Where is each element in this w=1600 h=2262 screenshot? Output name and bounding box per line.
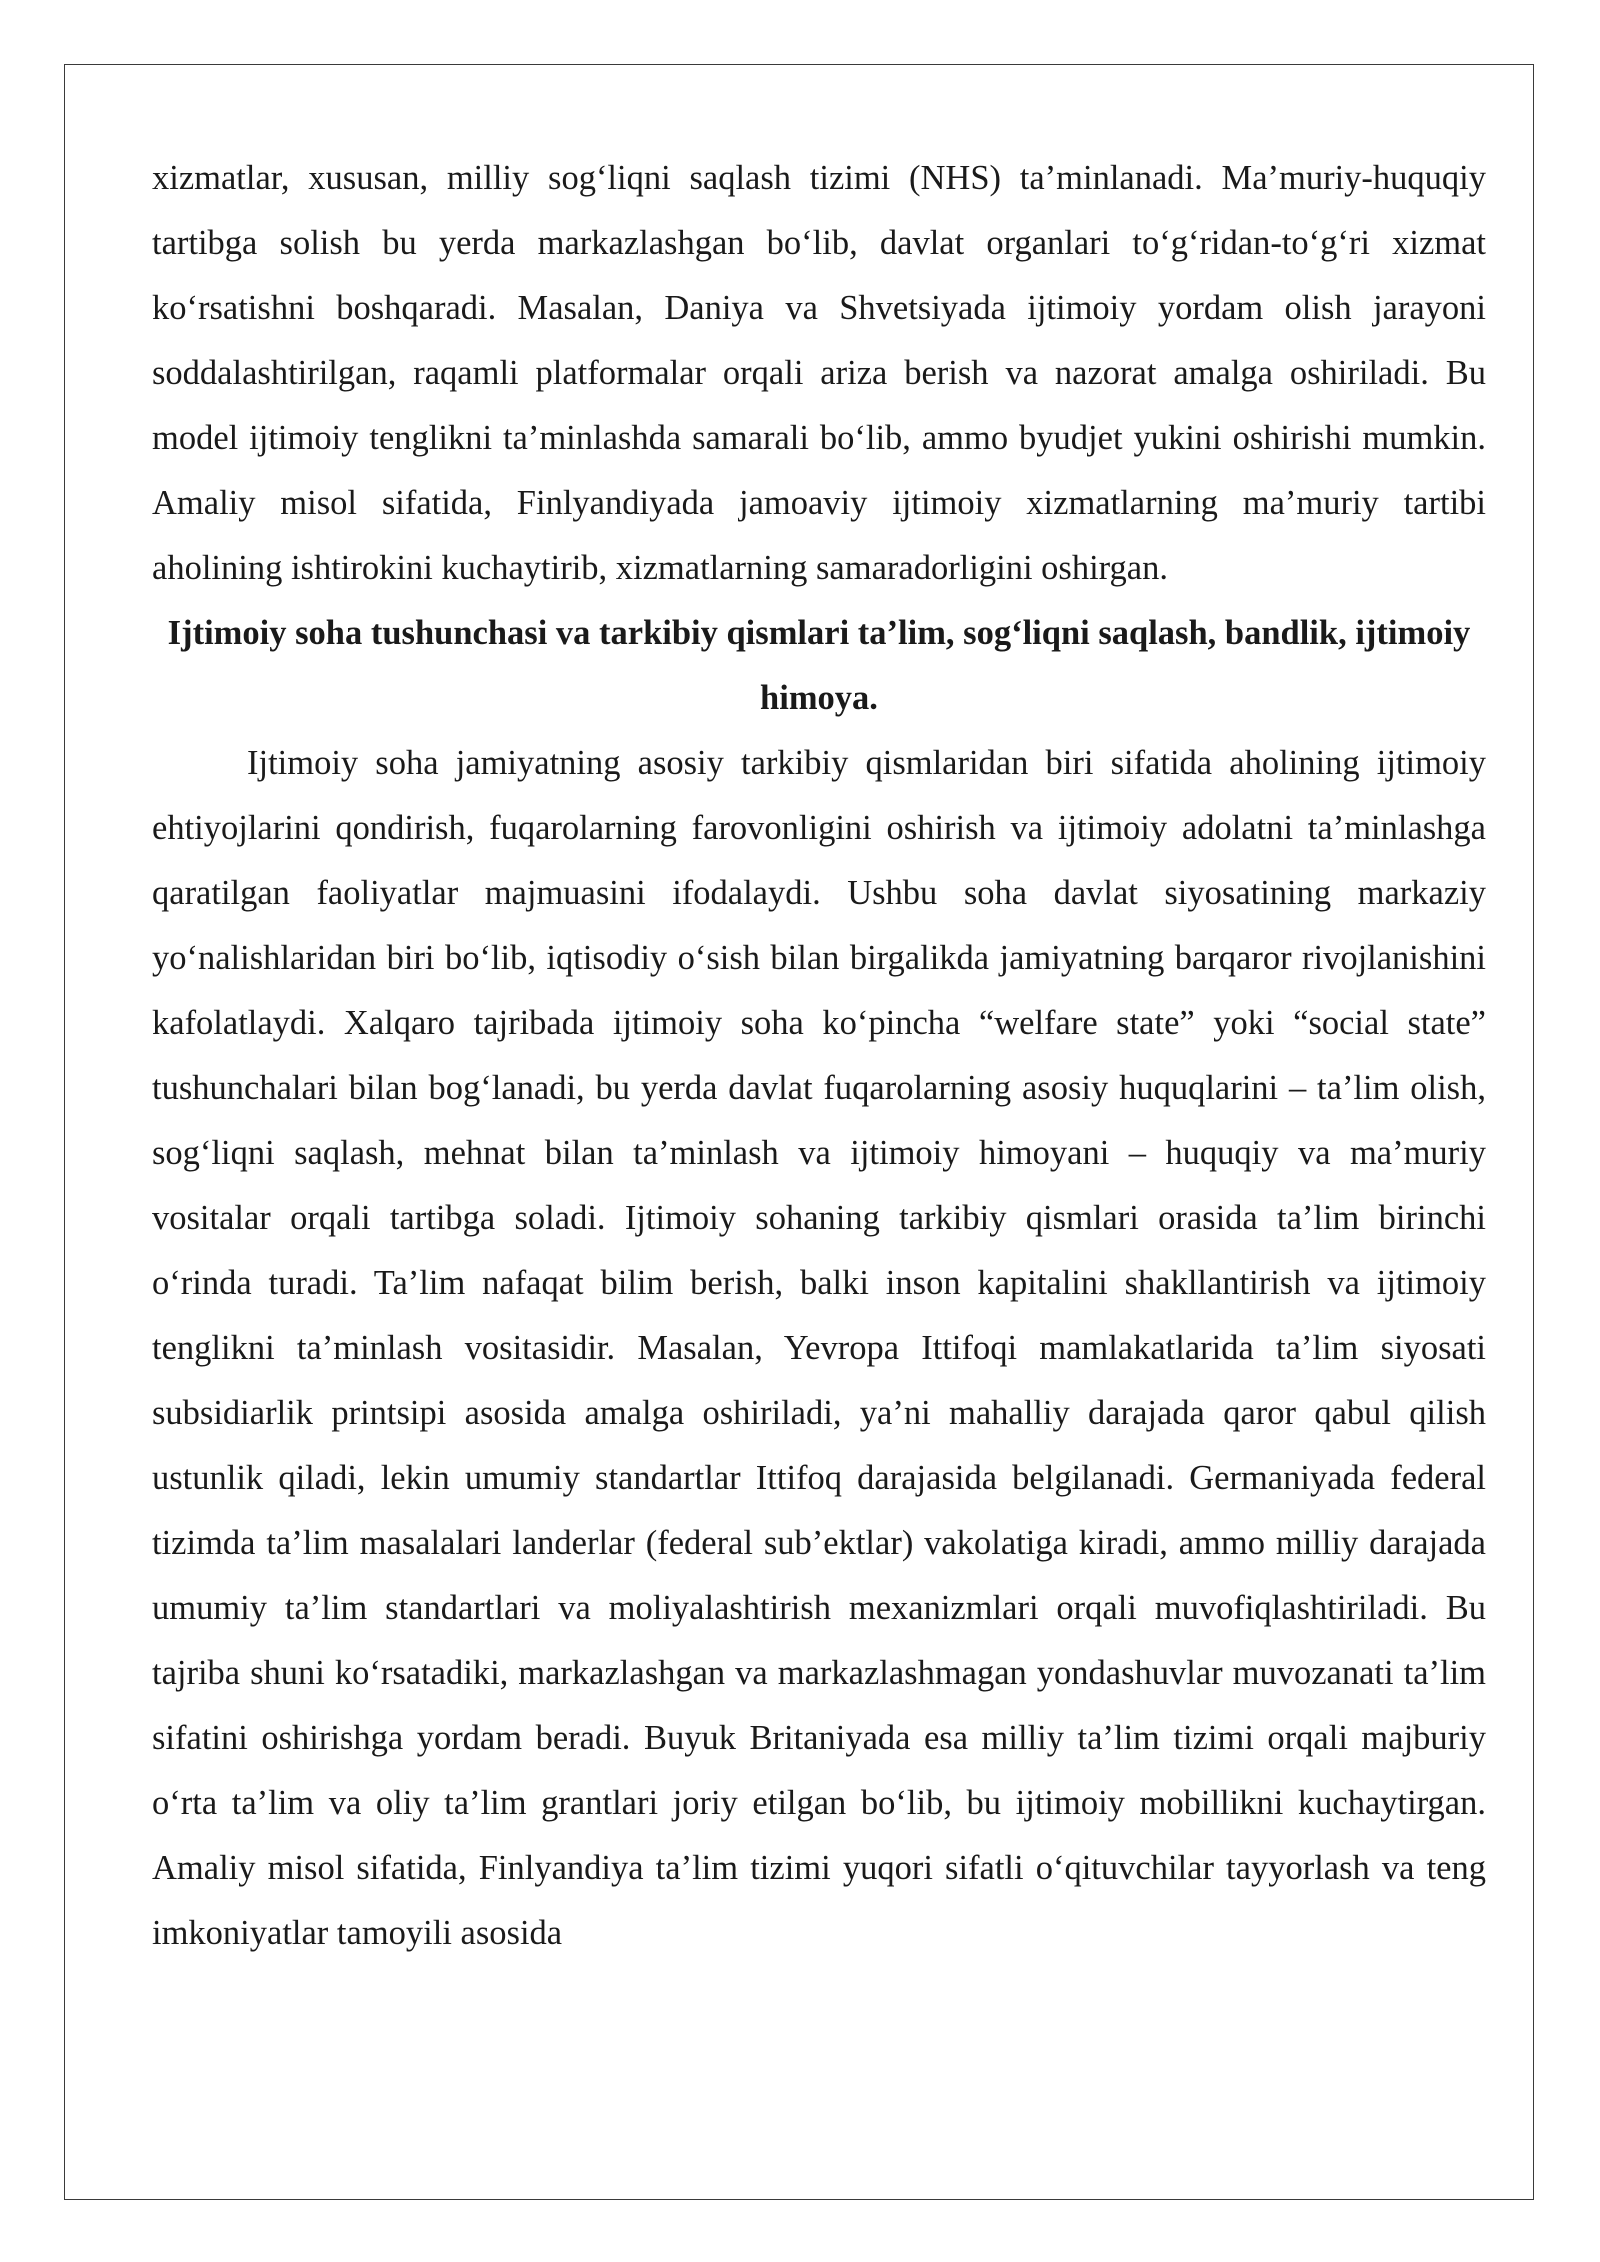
paragraph-main: Ijtimoiy soha jamiyatning asosiy tarkibiy qismlaridan biri sifatida aholining ijtimoiy ehtiyojlarini qondirish, fuqarolarning farovonligini oshirish va ijtimoiy adolatni ta’minlashga qaratilgan faoliyatlar majmuasini ifodalaydi. Ushbu soha davlat siyosatining markaziy yo‘nalishlaridan biri bo‘lib, iqtisodiy o‘sish bilan birgalikda jamiyatning barqaror rivojlanishini kafolatlaydi. Xalqaro tajribada ijtimoiy soha ko‘pincha “welfare state” yoki “social state” tushunchalari bilan bog‘lanadi, bu yerda davlat fuqarolarning asosiy huquqlarini – ta’lim olish, sog‘liqni saqlash, mehnat bilan ta’minlash va ijtimoiy himoyani – huquqiy va ma’muriy vositalar orqali tartibga soladi. Ijtimoiy sohaning tarkibiy qismlari orasida ta’lim birinchi o‘rinda turadi. Ta’lim nafaqat bilim berish, balki inson kapitalini shakllantirish va ijtimoiy tenglikni ta’minlash vositasidir. Masalan, Yevropa Ittifoqi mamlakatlarida ta’lim siyosati subsidiarlik printsipi asosida amalga oshiriladi, ya’ni mahalliy darajada qaror qabul qilish ustunlik qiladi, lekin umumiy standartlar Ittifoq darajasida belgilanadi. Germaniyada federal tizimda ta’lim masalalari landerlar (federal sub’ektlar) vakolatiga kiradi, ammo milliy darajada umumiy ta’lim standartlari va moliyalashtirish mexanizmlari orqali muvofiqlashtiriladi. Bu tajriba shuni ko‘rsatadiki, markazlashgan va markazlashmagan yondashuvlar muvozanati ta’lim sifatini oshirishga yordam beradi. Buyuk Britaniyada esa milliy ta’lim tizimi orqali majburiy o‘rta ta’lim va oliy ta’lim grantlari joriy etilgan bo‘lib, bu ijtimoiy mobillikni kuchaytirgan. Amaliy misol sifatida, Finlyandiya ta’lim tizimi yuqori sifatli o‘qituvchilar tayyorlash va teng imkoniyatlar tamoyili asosida — [152, 744, 1486, 1952]
section-heading: Ijtimoiy soha tushunchasi va tarkibiy qismlari ta’lim, sog‘liqni saqlash, bandlik, ijtimoiy himoya. — [167, 614, 1471, 717]
paragraph-continued: xizmatlar, xususan, milliy sog‘liqni saqlash tizimi (NHS) ta’minlanadi. Ma’muriy-huquqiy tartibga solish bu yerda markazlashgan bo‘lib, davlat organlari to‘g‘ridan-to‘g‘ri xizmat ko‘rsatishni boshqaradi. Masalan, Daniya va Shvetsiyada ijtimoiy yordam olish jarayoni soddalashtirilgan, raqamli platformalar orqali ariza berish va nazorat amalga oshiriladi. Bu model ijtimoiy tenglikni ta’minlashda samarali bo‘lib, ammo byudjet yukini oshirishi mumkin. Amaliy misol sifatida, Finlyandiyada jamoaviy ijtimoiy xizmatlarning ma’muriy tartibi aholining ishtirokini kuchaytirib, xizmatlarning samaradorligini oshirgan. — [152, 159, 1486, 587]
document-body — [152, 146, 1486, 1966]
